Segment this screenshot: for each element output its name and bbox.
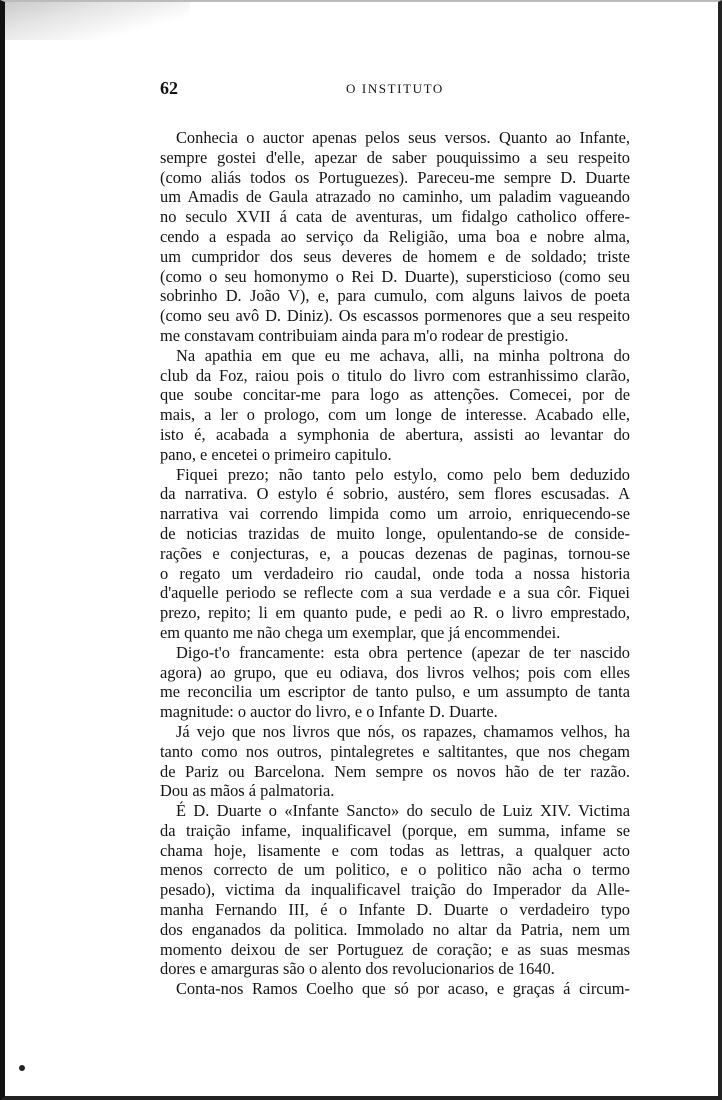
text-line: o regato um verdadeiro rio caudal, onde toda a nossa historia: [160, 563, 630, 583]
text-line: prezo, repito; li em quanto pude, e pedi ao R. o livro emprestado,: [160, 603, 630, 623]
text-line: agora) ao grupo, que eu odiava, dos livros velhos; pois com elles: [160, 662, 630, 682]
text-line: um cumpridor dos seus deveres de homem e de soldado; triste: [160, 246, 630, 266]
text-line: um Amadis de Gaula atrazado no caminho, um paladim vagueando: [160, 187, 630, 207]
paragraph: [160, 643, 630, 722]
text-line: cendo a espada ao serviço da Religião, uma boa e nobre alma,: [160, 226, 630, 246]
text-line: pesado), victima da inqualificavel traição do Imperador da Alle-: [160, 880, 630, 900]
paragraph: [160, 346, 630, 465]
text-line: sempre gostei d'elle, apezar de saber pouquissimo a seu respeito: [160, 147, 630, 167]
text-line: club da Foz, raiou pois o titulo do livro com estranhissimo clarão,: [160, 365, 630, 385]
text-line: tanto como nos outros, pintalegretes e saltitantes, que nos chegam: [160, 741, 630, 761]
text-line: mais, a ler o prologo, com um longe de interesse. Acabado elle,: [160, 405, 630, 425]
text-line: dores e amarguras são o alento dos revolucionarios de 1640.: [160, 959, 555, 979]
text-line: de Pariz ou Barcelona. Nem sempre os novos hão de ter razão.: [160, 761, 630, 781]
text-line: momento deixou de ser Portuguez de coração; e as suas mesmas: [160, 939, 630, 959]
text-line: que soube concitar-me para logo as attenções. Comecei, por de: [160, 385, 630, 405]
text-line: chama hoje, lisamente e com todas as lettras, a qualquer acto: [160, 840, 630, 860]
text-line: (como seu avô D. Diniz). Os escassos pormenores que a seu respeito: [160, 306, 630, 326]
text-line: É D. Duarte o «Infante Sancto» do seculo de Luiz XIV. Victima: [176, 801, 630, 821]
text-line: magnitude: o auctor do livro, e o Infante D. Duarte.: [160, 702, 498, 722]
text-line: rações e conjecturas, e, a poucas dezenas de paginas, tornou-se: [160, 543, 630, 563]
text-line: Digo-t'o francamente: esta obra pertence (apezar de ter nascido: [176, 642, 630, 662]
text-line: no seculo XVII á cata de aventuras, um fidalgo catholico offere-: [160, 207, 630, 227]
text-line: sobrinho D. João V), e, para cumulo, com alguns laivos de poeta: [160, 286, 630, 306]
text-line: isto é, acabada a symphonia de abertura, assisti ao levantar do: [160, 424, 630, 444]
text-line: narrativa vai correndo limpida como um arroio, enriquecendo-se: [160, 504, 630, 524]
running-title: O INSTITUTO: [346, 81, 444, 96]
text-line: em quanto me não chega um exemplar, que já encommendei.: [160, 622, 561, 642]
page-header: [160, 78, 630, 102]
text-line: me constavam contribuiam ainda para m'o rodear de prestigio.: [160, 325, 569, 345]
text-line: pano, e encetei o primeiro capitulo.: [160, 444, 392, 464]
paragraph: [160, 979, 630, 999]
page-number: 62: [160, 78, 178, 98]
text-line: Já vejo que nos livros que nós, os rapazes, chamamos velhos, ha: [176, 721, 630, 741]
text-line: (como aliás todos os Portuguezes). Pareceu-me sempre D. Duarte: [160, 167, 630, 187]
text-line: manha Fernando III, é o Infante D. Duarte o verdadeiro typo: [160, 900, 630, 920]
paragraph: [160, 128, 630, 346]
text-line: da traição infame, inqualificavel (porque, em summa, infame se: [160, 820, 630, 840]
text-line: Dou as mãos á palmatoria.: [160, 781, 335, 801]
paragraph: [160, 801, 630, 979]
text-line: dos enganados da politica. Immolado no altar da Patria, nem um: [160, 919, 630, 939]
text-line: menos correcto de um politico, e o politico não acha o termo: [160, 860, 630, 880]
scan-dot-mark: [19, 1065, 25, 1071]
text-line: Conhecia o auctor apenas pelos seus versos. Quanto ao Infante,: [176, 128, 630, 147]
text-line: Na apathia em que eu me achava, alli, na minha poltrona do: [176, 345, 630, 365]
paragraph: [160, 465, 630, 643]
text-line: (como o seu homonymo o Rei D. Duarte), supersticioso (como seu: [160, 266, 630, 286]
body-text: [160, 128, 630, 999]
text-line: me reconcilia um escriptor de tanto pulso, e um assumpto de tanta: [160, 682, 630, 702]
text-line: Conta-nos Ramos Coelho que só por acaso, e graças á circum-: [176, 979, 630, 999]
text-line: Fiquei prezo; não tanto pelo estylo, como pelo bem deduzido: [176, 464, 630, 484]
text-line: de noticias trazidas de muito longe, opulentando-se de conside-: [160, 523, 630, 543]
text-line: da narrativa. O estylo é sobrio, austéro, sem flores escusadas. A: [160, 484, 630, 504]
paragraph: [160, 722, 630, 801]
text-line: d'aquelle periodo se reflecte com a sua verdade e a sua côr. Fiquei: [160, 583, 630, 603]
